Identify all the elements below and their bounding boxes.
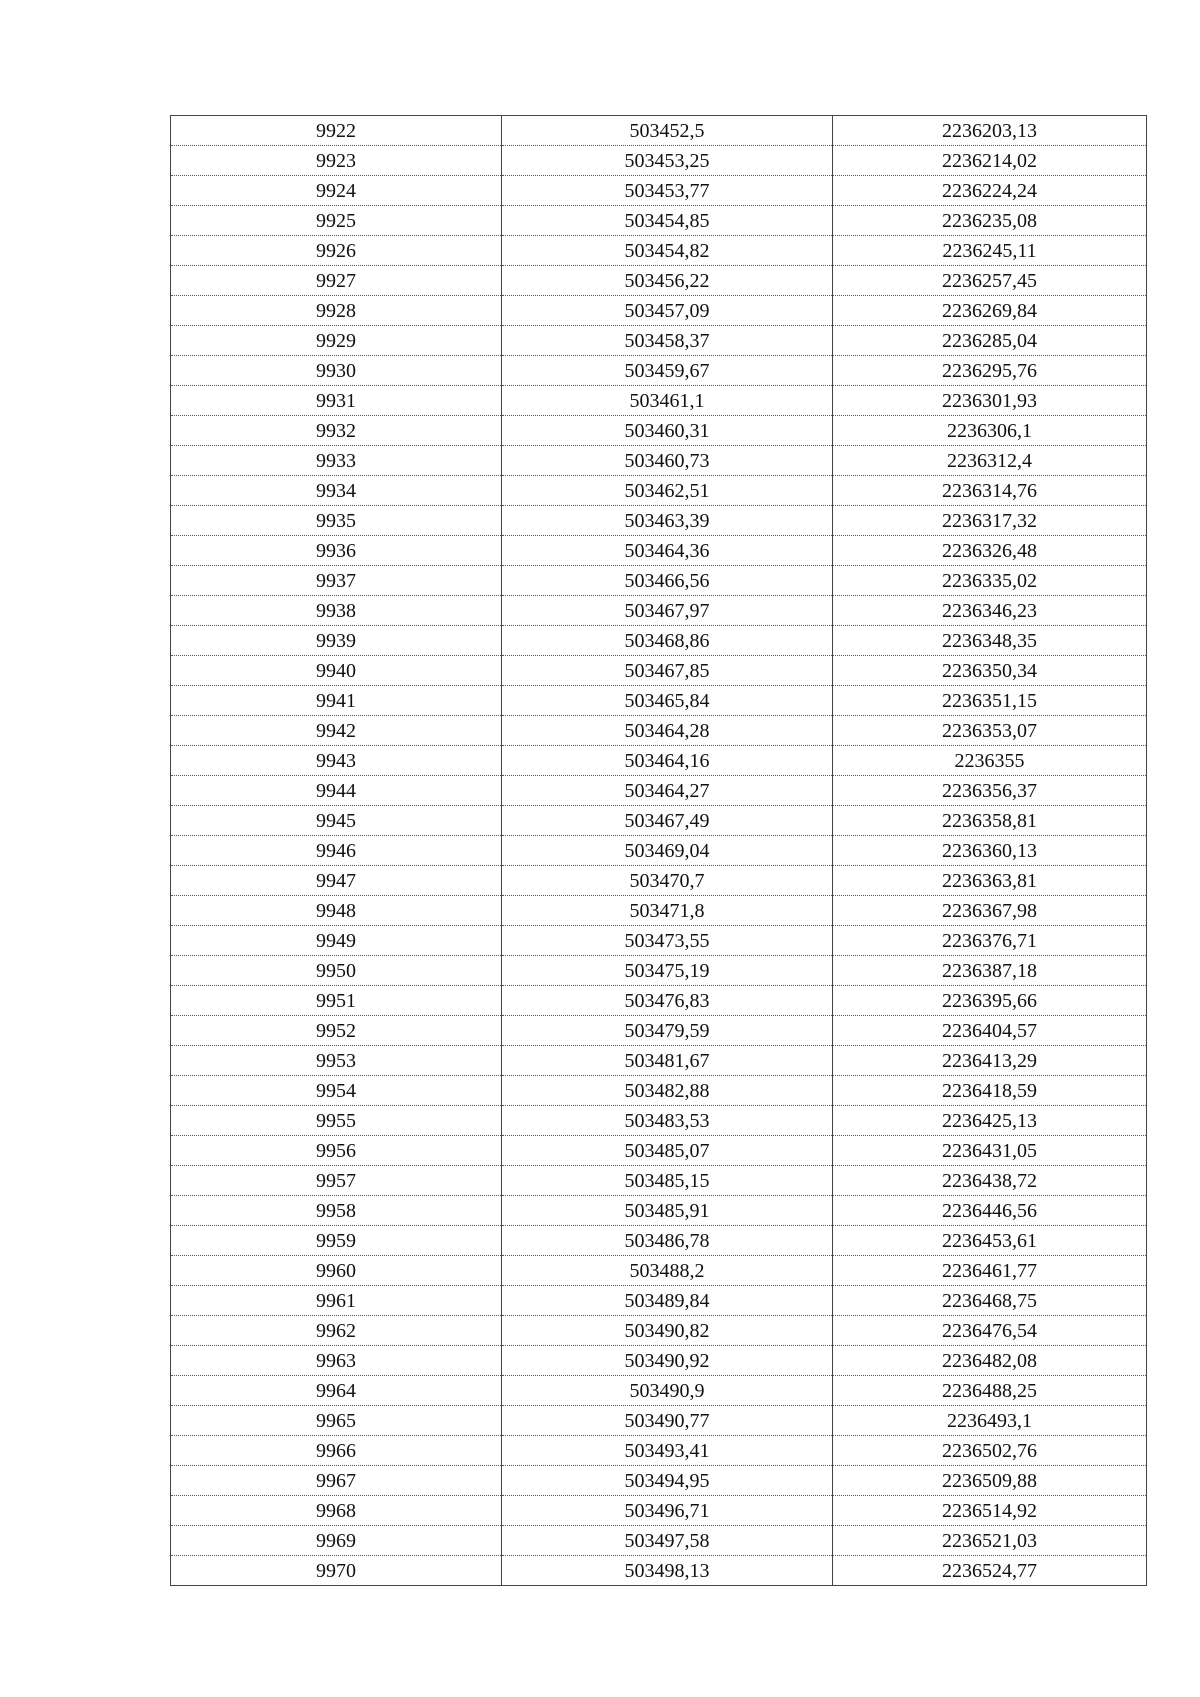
- coord-y-cell: 2236203,13: [833, 116, 1147, 146]
- table-row: [171, 116, 1147, 146]
- point-number-cell: 9965: [171, 1406, 502, 1436]
- coord-x-cell: 503468,86: [502, 626, 833, 656]
- coord-y-cell: 2236446,56: [833, 1196, 1147, 1226]
- coord-y-cell: 2236360,13: [833, 836, 1147, 866]
- coord-x-cell: 503469,04: [502, 836, 833, 866]
- coord-y-cell: 2236295,76: [833, 356, 1147, 386]
- coord-y-cell: 2236425,13: [833, 1106, 1147, 1136]
- table-row: [171, 776, 1147, 806]
- coord-x-cell: 503464,36: [502, 536, 833, 566]
- coord-x-cell: 503462,51: [502, 476, 833, 506]
- coord-x-cell: 503453,77: [502, 176, 833, 206]
- point-number-cell: 9950: [171, 956, 502, 986]
- coord-x-cell: 503456,22: [502, 266, 833, 296]
- table-row: [171, 176, 1147, 206]
- table-row: [171, 266, 1147, 296]
- point-number-cell: 9970: [171, 1556, 502, 1586]
- point-number-cell: 9929: [171, 326, 502, 356]
- point-number-cell: 9942: [171, 716, 502, 746]
- table-row: [171, 506, 1147, 536]
- table-row: [171, 1016, 1147, 1046]
- coord-y-cell: 2236358,81: [833, 806, 1147, 836]
- coord-x-cell: 503464,27: [502, 776, 833, 806]
- table-row: [171, 1406, 1147, 1436]
- coord-y-cell: 2236306,1: [833, 416, 1147, 446]
- coord-x-cell: 503490,82: [502, 1316, 833, 1346]
- point-number-cell: 9955: [171, 1106, 502, 1136]
- coord-y-cell: 2236476,54: [833, 1316, 1147, 1346]
- coord-y-cell: 2236404,57: [833, 1016, 1147, 1046]
- point-number-cell: 9926: [171, 236, 502, 266]
- coord-y-cell: 2236224,24: [833, 176, 1147, 206]
- coord-y-cell: 2236326,48: [833, 536, 1147, 566]
- point-number-cell: 9958: [171, 1196, 502, 1226]
- coord-x-cell: 503454,82: [502, 236, 833, 266]
- coord-y-cell: 2236438,72: [833, 1166, 1147, 1196]
- point-number-cell: 9952: [171, 1016, 502, 1046]
- coord-y-cell: 2236257,45: [833, 266, 1147, 296]
- point-number-cell: 9934: [171, 476, 502, 506]
- point-number-cell: 9967: [171, 1466, 502, 1496]
- coord-x-cell: 503485,07: [502, 1136, 833, 1166]
- coord-y-cell: 2236509,88: [833, 1466, 1147, 1496]
- point-number-cell: 9923: [171, 146, 502, 176]
- point-number-cell: 9933: [171, 446, 502, 476]
- coord-y-cell: 2236335,02: [833, 566, 1147, 596]
- table-row: [171, 476, 1147, 506]
- point-number-cell: 9945: [171, 806, 502, 836]
- point-number-cell: 9941: [171, 686, 502, 716]
- table-row: [171, 326, 1147, 356]
- table-row: [171, 1376, 1147, 1406]
- table-row: [171, 1346, 1147, 1376]
- point-number-cell: 9964: [171, 1376, 502, 1406]
- coord-x-cell: 503485,91: [502, 1196, 833, 1226]
- table-row: [171, 1496, 1147, 1526]
- table-row: [171, 896, 1147, 926]
- coord-y-cell: 2236285,04: [833, 326, 1147, 356]
- point-number-cell: 9938: [171, 596, 502, 626]
- coord-y-cell: 2236413,29: [833, 1046, 1147, 1076]
- table-row: [171, 926, 1147, 956]
- point-number-cell: 9960: [171, 1256, 502, 1286]
- coord-x-cell: 503452,5: [502, 116, 833, 146]
- table-row: [171, 296, 1147, 326]
- point-number-cell: 9968: [171, 1496, 502, 1526]
- table-row: [171, 716, 1147, 746]
- coord-y-cell: 2236269,84: [833, 296, 1147, 326]
- table-row: [171, 146, 1147, 176]
- point-number-cell: 9936: [171, 536, 502, 566]
- point-number-cell: 9931: [171, 386, 502, 416]
- point-number-cell: 9969: [171, 1526, 502, 1556]
- coord-x-cell: 503496,71: [502, 1496, 833, 1526]
- coord-x-cell: 503475,19: [502, 956, 833, 986]
- coord-y-cell: 2236524,77: [833, 1556, 1147, 1586]
- point-number-cell: 9951: [171, 986, 502, 1016]
- coord-y-cell: 2236367,98: [833, 896, 1147, 926]
- table-row: [171, 236, 1147, 266]
- coord-x-cell: 503481,67: [502, 1046, 833, 1076]
- point-number-cell: 9954: [171, 1076, 502, 1106]
- coord-x-cell: 503467,85: [502, 656, 833, 686]
- coord-x-cell: 503464,28: [502, 716, 833, 746]
- table-row: [171, 1256, 1147, 1286]
- coord-x-cell: 503464,16: [502, 746, 833, 776]
- coord-y-cell: 2236351,15: [833, 686, 1147, 716]
- table-row: [171, 536, 1147, 566]
- table-row: [171, 206, 1147, 236]
- table-row: [171, 1466, 1147, 1496]
- coord-x-cell: 503498,13: [502, 1556, 833, 1586]
- table-row: [171, 866, 1147, 896]
- coord-x-cell: 503471,8: [502, 896, 833, 926]
- coord-x-cell: 503466,56: [502, 566, 833, 596]
- point-number-cell: 9928: [171, 296, 502, 326]
- table-row: [171, 806, 1147, 836]
- coord-x-cell: 503453,25: [502, 146, 833, 176]
- point-number-cell: 9935: [171, 506, 502, 536]
- table-row: [171, 356, 1147, 386]
- point-number-cell: 9963: [171, 1346, 502, 1376]
- coord-y-cell: 2236235,08: [833, 206, 1147, 236]
- coord-y-cell: 2236350,34: [833, 656, 1147, 686]
- point-number-cell: 9961: [171, 1286, 502, 1316]
- coord-y-cell: 2236461,77: [833, 1256, 1147, 1286]
- coord-y-cell: 2236395,66: [833, 986, 1147, 1016]
- coord-y-cell: 2236355: [833, 746, 1147, 776]
- coord-x-cell: 503459,67: [502, 356, 833, 386]
- coord-x-cell: 503490,77: [502, 1406, 833, 1436]
- point-number-cell: 9946: [171, 836, 502, 866]
- table-row: [171, 1106, 1147, 1136]
- coord-x-cell: 503460,73: [502, 446, 833, 476]
- point-number-cell: 9924: [171, 176, 502, 206]
- coord-y-cell: 2236502,76: [833, 1436, 1147, 1466]
- coord-x-cell: 503490,92: [502, 1346, 833, 1376]
- coord-x-cell: 503465,84: [502, 686, 833, 716]
- point-number-cell: 9949: [171, 926, 502, 956]
- table-row: [171, 1076, 1147, 1106]
- coord-y-cell: 2236314,76: [833, 476, 1147, 506]
- coord-y-cell: 2236493,1: [833, 1406, 1147, 1436]
- table-row: [171, 1196, 1147, 1226]
- table-row: [171, 1436, 1147, 1466]
- table-row: [171, 386, 1147, 416]
- coord-y-cell: 2236348,35: [833, 626, 1147, 656]
- table-row: [171, 1226, 1147, 1256]
- point-number-cell: 9943: [171, 746, 502, 776]
- point-number-cell: 9947: [171, 866, 502, 896]
- table-row: [171, 1166, 1147, 1196]
- coord-y-cell: 2236482,08: [833, 1346, 1147, 1376]
- coordinates-table: [170, 115, 1147, 1586]
- point-number-cell: 9939: [171, 626, 502, 656]
- coord-y-cell: 2236301,93: [833, 386, 1147, 416]
- coord-y-cell: 2236214,02: [833, 146, 1147, 176]
- point-number-cell: 9959: [171, 1226, 502, 1256]
- table-row: [171, 656, 1147, 686]
- coord-y-cell: 2236418,59: [833, 1076, 1147, 1106]
- coord-y-cell: 2236521,03: [833, 1526, 1147, 1556]
- coord-y-cell: 2236317,32: [833, 506, 1147, 536]
- table-row: [171, 416, 1147, 446]
- coord-y-cell: 2236356,37: [833, 776, 1147, 806]
- coord-x-cell: 503461,1: [502, 386, 833, 416]
- point-number-cell: 9944: [171, 776, 502, 806]
- point-number-cell: 9925: [171, 206, 502, 236]
- coord-y-cell: 2236245,11: [833, 236, 1147, 266]
- coord-x-cell: 503467,49: [502, 806, 833, 836]
- point-number-cell: 9962: [171, 1316, 502, 1346]
- coord-y-cell: 2236353,07: [833, 716, 1147, 746]
- table-row: [171, 566, 1147, 596]
- coord-x-cell: 503494,95: [502, 1466, 833, 1496]
- table-row: [171, 1286, 1147, 1316]
- table-row: [171, 746, 1147, 776]
- coord-x-cell: 503454,85: [502, 206, 833, 236]
- coord-x-cell: 503460,31: [502, 416, 833, 446]
- table-row: [171, 836, 1147, 866]
- coord-x-cell: 503458,37: [502, 326, 833, 356]
- table-row: [171, 686, 1147, 716]
- coord-y-cell: 2236514,92: [833, 1496, 1147, 1526]
- table-row: [171, 986, 1147, 1016]
- coord-y-cell: 2236431,05: [833, 1136, 1147, 1166]
- point-number-cell: 9966: [171, 1436, 502, 1466]
- coord-x-cell: 503473,55: [502, 926, 833, 956]
- table-row: [171, 626, 1147, 656]
- coord-x-cell: 503490,9: [502, 1376, 833, 1406]
- point-number-cell: 9927: [171, 266, 502, 296]
- table-row: [171, 446, 1147, 476]
- coord-y-cell: 2236453,61: [833, 1226, 1147, 1256]
- coord-x-cell: 503463,39: [502, 506, 833, 536]
- point-number-cell: 9953: [171, 1046, 502, 1076]
- coord-x-cell: 503483,53: [502, 1106, 833, 1136]
- coord-y-cell: 2236363,81: [833, 866, 1147, 896]
- coord-y-cell: 2236488,25: [833, 1376, 1147, 1406]
- coord-y-cell: 2236312,4: [833, 446, 1147, 476]
- coord-x-cell: 503486,78: [502, 1226, 833, 1256]
- coord-x-cell: 503470,7: [502, 866, 833, 896]
- coord-x-cell: 503485,15: [502, 1166, 833, 1196]
- coordinates-table-body: [171, 116, 1147, 1586]
- table-row: [171, 596, 1147, 626]
- point-number-cell: 9932: [171, 416, 502, 446]
- point-number-cell: 9948: [171, 896, 502, 926]
- table-row: [171, 1136, 1147, 1166]
- point-number-cell: 9940: [171, 656, 502, 686]
- table-row: [171, 1556, 1147, 1586]
- table-row: [171, 1526, 1147, 1556]
- coord-x-cell: 503489,84: [502, 1286, 833, 1316]
- coord-x-cell: 503497,58: [502, 1526, 833, 1556]
- coord-x-cell: 503488,2: [502, 1256, 833, 1286]
- coord-y-cell: 2236376,71: [833, 926, 1147, 956]
- coord-x-cell: 503479,59: [502, 1016, 833, 1046]
- table-row: [171, 1046, 1147, 1076]
- coord-x-cell: 503467,97: [502, 596, 833, 626]
- coord-y-cell: 2236346,23: [833, 596, 1147, 626]
- coord-x-cell: 503493,41: [502, 1436, 833, 1466]
- point-number-cell: 9957: [171, 1166, 502, 1196]
- coord-x-cell: 503482,88: [502, 1076, 833, 1106]
- table-row: [171, 1316, 1147, 1346]
- point-number-cell: 9930: [171, 356, 502, 386]
- point-number-cell: 9937: [171, 566, 502, 596]
- table-row: [171, 956, 1147, 986]
- point-number-cell: 9922: [171, 116, 502, 146]
- coord-y-cell: 2236387,18: [833, 956, 1147, 986]
- coord-y-cell: 2236468,75: [833, 1286, 1147, 1316]
- coord-x-cell: 503476,83: [502, 986, 833, 1016]
- point-number-cell: 9956: [171, 1136, 502, 1166]
- coord-x-cell: 503457,09: [502, 296, 833, 326]
